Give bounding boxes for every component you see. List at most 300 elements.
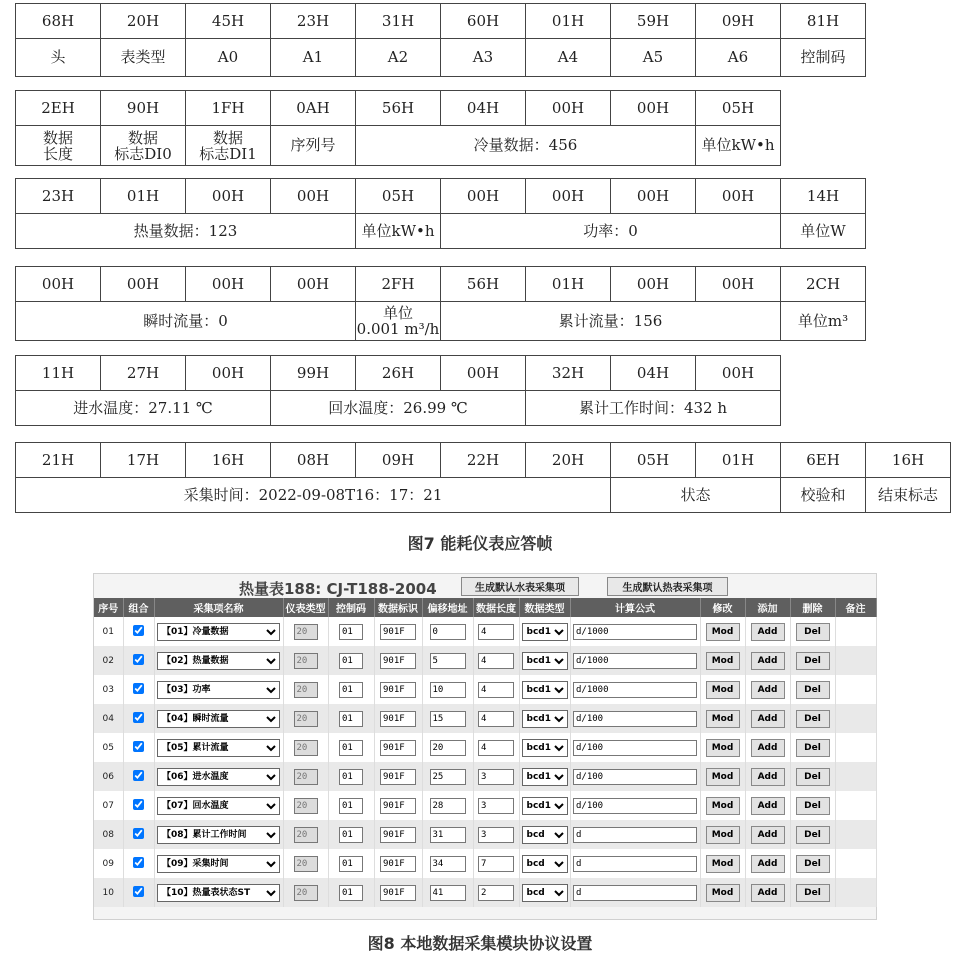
combine-checkbox[interactable] (133, 886, 144, 897)
column-header: 计算公式 (570, 598, 700, 617)
table-cell (422, 791, 473, 820)
delete-button[interactable]: Del (796, 855, 830, 873)
meter-protocol-title: 热量表188: CJ-T188-2004 (239, 580, 437, 598)
hex-byte-cell: 11H (16, 356, 101, 391)
hex-byte-cell: 23H (271, 4, 356, 39)
column-header: 序号 (94, 598, 123, 617)
field-label-row (16, 302, 866, 341)
frame-table-4 (15, 266, 866, 341)
control-code-input[interactable] (339, 682, 363, 698)
hex-byte-cell: 16H (186, 443, 271, 478)
hex-byte-cell: 08H (271, 443, 356, 478)
hex-byte-cell: 14H (781, 179, 866, 214)
field-label-row (16, 126, 781, 166)
formula-input[interactable] (573, 740, 697, 756)
item-name-select[interactable] (157, 652, 280, 670)
field-label-cell: A0 (186, 39, 271, 77)
row-number: 07 (102, 800, 114, 811)
combine-checkbox[interactable] (133, 625, 144, 636)
field-label-cell: A3 (441, 39, 526, 77)
field-label-cell: 累计工作时间：432 h (526, 391, 781, 426)
delete-button[interactable]: Del (796, 768, 830, 786)
modify-button[interactable]: Mod (706, 768, 740, 786)
field-label-cell: 累计流量：156 (441, 302, 781, 341)
table-cell (123, 762, 154, 791)
length-input[interactable] (478, 740, 514, 756)
combine-checkbox[interactable] (133, 828, 144, 839)
field-label-cell: 表类型 (101, 39, 186, 77)
hex-byte-cell: 00H (696, 356, 781, 391)
length-input[interactable] (478, 827, 514, 843)
table-cell (519, 704, 570, 733)
figure-7-caption: 图7 能耗仪表应答帧 (407, 534, 553, 553)
column-header: 删除 (790, 598, 835, 617)
hex-byte-cell: 16H (866, 443, 951, 478)
add-button[interactable]: Add (751, 797, 785, 815)
formula-input[interactable] (573, 827, 697, 843)
hex-byte-cell: 05H (611, 443, 696, 478)
table-cell (94, 878, 123, 907)
formula-input[interactable] (573, 798, 697, 814)
column-header: 组合 (123, 598, 154, 617)
table-cell (790, 791, 835, 820)
data-id-input[interactable] (380, 798, 416, 814)
formula-input[interactable] (573, 711, 697, 727)
table-cell (570, 849, 700, 878)
field-label-cell: A5 (611, 39, 696, 77)
offset-input[interactable] (430, 653, 466, 669)
table-cell (123, 646, 154, 675)
modify-button[interactable]: Mod (706, 884, 740, 902)
table-cell (570, 878, 700, 907)
hex-byte-cell: 00H (271, 267, 356, 302)
table-cell (700, 704, 745, 733)
length-input[interactable] (478, 856, 514, 872)
modify-button[interactable]: Mod (706, 652, 740, 670)
table-cell (154, 617, 283, 646)
combine-checkbox[interactable] (133, 799, 144, 810)
table-cell (123, 849, 154, 878)
add-button[interactable]: Add (751, 855, 785, 873)
table-cell (328, 675, 374, 704)
modify-button[interactable]: Mod (706, 826, 740, 844)
hex-byte-cell: 45H (186, 4, 271, 39)
table-cell (570, 704, 700, 733)
column-header: 采集项名称 (154, 598, 283, 617)
row-number: 02 (102, 655, 114, 666)
data-type-select[interactable] (522, 652, 568, 670)
table-cell (422, 675, 473, 704)
offset-input[interactable] (430, 624, 466, 640)
meter-type-input (294, 856, 318, 872)
control-code-input[interactable] (339, 798, 363, 814)
combine-checkbox[interactable] (133, 712, 144, 723)
hex-byte-cell: 04H (441, 91, 526, 126)
table-cell (154, 849, 283, 878)
table-cell (422, 849, 473, 878)
length-input[interactable] (478, 885, 514, 901)
table-cell (700, 733, 745, 762)
data-id-input[interactable] (380, 740, 416, 756)
table-cell (835, 733, 876, 762)
row-number: 01 (102, 626, 114, 637)
table-cell (94, 733, 123, 762)
field-label-cell: 瞬时流量：0 (16, 302, 356, 341)
control-code-input[interactable] (339, 740, 363, 756)
item-name-select[interactable] (157, 884, 280, 902)
generate-water-items-button[interactable]: 生成默认水表采集项 (461, 577, 579, 596)
table-cell (473, 791, 519, 820)
table-cell (745, 704, 790, 733)
length-input[interactable] (478, 682, 514, 698)
hex-byte-cell: 20H (101, 4, 186, 39)
table-cell (283, 675, 328, 704)
offset-input[interactable] (430, 769, 466, 785)
table-cell (94, 704, 123, 733)
table-cell (570, 675, 700, 704)
length-input[interactable] (478, 653, 514, 669)
table-cell (283, 617, 328, 646)
offset-input[interactable] (430, 798, 466, 814)
item-name-select[interactable] (157, 826, 280, 844)
table-cell (835, 646, 876, 675)
table-row (94, 791, 876, 820)
field-label-cell: 单位m³ (781, 302, 866, 341)
offset-input[interactable] (430, 885, 466, 901)
table-row (94, 617, 876, 646)
table-cell (790, 704, 835, 733)
table-cell (154, 733, 283, 762)
table-cell (422, 704, 473, 733)
item-name-select[interactable] (157, 739, 280, 757)
hex-byte-cell: 00H (271, 179, 356, 214)
frame-table-2 (15, 90, 781, 166)
table-cell (283, 878, 328, 907)
hex-byte-cell: 56H (441, 267, 526, 302)
hex-byte-row (16, 267, 866, 302)
meter-type-input (294, 885, 318, 901)
table-row (94, 646, 876, 675)
table-cell (700, 617, 745, 646)
delete-button[interactable]: Del (796, 826, 830, 844)
table-cell (283, 820, 328, 849)
table-cell (790, 675, 835, 704)
table-cell (123, 878, 154, 907)
table-cell (283, 704, 328, 733)
frame-table-3 (15, 178, 866, 249)
formula-input[interactable] (573, 624, 697, 640)
table-cell (570, 791, 700, 820)
table-cell (570, 733, 700, 762)
meter-type-input (294, 711, 318, 727)
table-cell (94, 849, 123, 878)
data-id-input[interactable] (380, 885, 416, 901)
delete-button[interactable]: Del (796, 681, 830, 699)
hex-byte-cell: 6EH (781, 443, 866, 478)
modify-button[interactable]: Mod (706, 797, 740, 815)
length-input[interactable] (478, 769, 514, 785)
data-type-select[interactable] (522, 739, 568, 757)
offset-input[interactable] (430, 740, 466, 756)
column-header: 偏移地址 (422, 598, 473, 617)
offset-input[interactable] (430, 682, 466, 698)
table-cell (745, 762, 790, 791)
table-cell (374, 878, 422, 907)
modify-button[interactable]: Mod (706, 681, 740, 699)
table-cell (473, 878, 519, 907)
table-cell (374, 762, 422, 791)
table-cell (94, 820, 123, 849)
hex-byte-cell: 00H (441, 179, 526, 214)
table-cell (473, 704, 519, 733)
length-input[interactable] (478, 798, 514, 814)
row-number: 05 (102, 742, 114, 753)
table-cell (700, 878, 745, 907)
field-label-cell: 结束标志 (866, 478, 951, 513)
table-cell (328, 849, 374, 878)
hex-byte-cell: 81H (781, 4, 866, 39)
combine-checkbox[interactable] (133, 683, 144, 694)
hex-byte-cell: 60H (441, 4, 526, 39)
hex-byte-cell: 2EH (16, 91, 101, 126)
row-number: 08 (102, 829, 114, 840)
item-name-select[interactable] (157, 623, 280, 641)
hex-byte-cell: 31H (356, 4, 441, 39)
table-cell (328, 762, 374, 791)
row-number: 04 (102, 713, 114, 724)
data-id-input[interactable] (380, 769, 416, 785)
table-cell (123, 791, 154, 820)
delete-button[interactable]: Del (796, 623, 830, 641)
data-type-select[interactable] (522, 710, 568, 728)
table-cell (835, 617, 876, 646)
table-cell (94, 617, 123, 646)
hex-byte-row (16, 91, 781, 126)
add-button[interactable]: Add (751, 826, 785, 844)
hex-byte-cell: 00H (611, 267, 696, 302)
table-cell (94, 791, 123, 820)
delete-button[interactable]: Del (796, 710, 830, 728)
column-header: 数据标识 (374, 598, 422, 617)
hex-byte-cell: 00H (186, 267, 271, 302)
hex-byte-cell: 00H (696, 267, 781, 302)
table-cell (519, 646, 570, 675)
item-name-select[interactable] (157, 710, 280, 728)
table-cell (745, 675, 790, 704)
table-cell (328, 617, 374, 646)
table-cell (700, 762, 745, 791)
field-label-cell: 序列号 (271, 126, 356, 166)
table-cell (422, 617, 473, 646)
table-cell (835, 791, 876, 820)
table-cell (473, 762, 519, 791)
field-label-cell: A4 (526, 39, 611, 77)
table-cell (790, 762, 835, 791)
collection-items-table (94, 598, 877, 907)
data-type-select[interactable] (522, 623, 568, 641)
add-button[interactable]: Add (751, 652, 785, 670)
hex-byte-cell: 56H (356, 91, 441, 126)
field-label-cell: 进水温度：27.11 ℃ (16, 391, 271, 426)
table-cell (328, 878, 374, 907)
table-cell (328, 646, 374, 675)
table-cell (374, 733, 422, 762)
hex-byte-cell: 2FH (356, 267, 441, 302)
table-cell (94, 675, 123, 704)
table-cell (519, 878, 570, 907)
table-cell (570, 762, 700, 791)
data-id-input[interactable] (380, 711, 416, 727)
table-cell (94, 762, 123, 791)
control-code-input[interactable] (339, 624, 363, 640)
formula-input[interactable] (573, 682, 697, 698)
hex-byte-cell: 59H (611, 4, 696, 39)
control-code-input[interactable] (339, 711, 363, 727)
column-header: 添加 (745, 598, 790, 617)
table-cell (422, 878, 473, 907)
table-cell (154, 704, 283, 733)
table-cell (123, 675, 154, 704)
data-type-select[interactable] (522, 768, 568, 786)
formula-input[interactable] (573, 653, 697, 669)
table-row (94, 675, 876, 704)
combine-checkbox[interactable] (133, 857, 144, 868)
add-button[interactable]: Add (751, 681, 785, 699)
length-input[interactable] (478, 624, 514, 640)
data-id-input[interactable] (380, 682, 416, 698)
offset-input[interactable] (430, 711, 466, 727)
item-name-select[interactable] (157, 681, 280, 699)
modify-button[interactable]: Mod (706, 855, 740, 873)
modify-button[interactable]: Mod (706, 623, 740, 641)
table-cell (283, 733, 328, 762)
table-cell (473, 646, 519, 675)
data-type-select[interactable] (522, 797, 568, 815)
control-code-input[interactable] (339, 827, 363, 843)
field-label-cell: 数据 标志DI0 (101, 126, 186, 166)
control-code-input[interactable] (339, 769, 363, 785)
table-cell (94, 646, 123, 675)
table-cell (835, 820, 876, 849)
data-id-input[interactable] (380, 624, 416, 640)
formula-input[interactable] (573, 856, 697, 872)
control-code-input[interactable] (339, 653, 363, 669)
field-label-cell: 功率：0 (441, 214, 781, 249)
add-button[interactable]: Add (751, 884, 785, 902)
add-button[interactable]: Add (751, 710, 785, 728)
table-cell (123, 704, 154, 733)
combine-checkbox[interactable] (133, 741, 144, 752)
hex-byte-cell: 00H (696, 179, 781, 214)
column-header: 仪表类型 (283, 598, 328, 617)
table-cell (154, 820, 283, 849)
column-header: 修改 (700, 598, 745, 617)
delete-button[interactable]: Del (796, 884, 830, 902)
hex-byte-cell: 32H (526, 356, 611, 391)
modify-button[interactable]: Mod (706, 710, 740, 728)
hex-byte-cell: 99H (271, 356, 356, 391)
hex-byte-row (16, 356, 781, 391)
item-name-select[interactable] (157, 797, 280, 815)
combine-checkbox[interactable] (133, 654, 144, 665)
field-label-cell: 数据 标志DI1 (186, 126, 271, 166)
item-name-select[interactable] (157, 855, 280, 873)
field-label-row (16, 391, 781, 426)
offset-input[interactable] (430, 827, 466, 843)
length-input[interactable] (478, 711, 514, 727)
data-type-select[interactable] (522, 826, 568, 844)
offset-input[interactable] (430, 856, 466, 872)
add-button[interactable]: Add (751, 739, 785, 757)
meter-type-input (294, 798, 318, 814)
table-cell (328, 704, 374, 733)
table-cell (745, 617, 790, 646)
hex-byte-cell: 09H (356, 443, 441, 478)
data-type-select[interactable] (522, 855, 568, 873)
table-cell (835, 704, 876, 733)
delete-button[interactable]: Del (796, 797, 830, 815)
modify-button[interactable]: Mod (706, 739, 740, 757)
table-cell (374, 675, 422, 704)
formula-input[interactable] (573, 769, 697, 785)
table-cell (790, 878, 835, 907)
hex-byte-cell: 05H (696, 91, 781, 126)
data-type-select[interactable] (522, 884, 568, 902)
hex-byte-cell: 01H (101, 179, 186, 214)
table-cell (570, 820, 700, 849)
combine-checkbox[interactable] (133, 770, 144, 781)
table-cell (422, 762, 473, 791)
delete-button[interactable]: Del (796, 739, 830, 757)
hex-byte-cell: 22H (441, 443, 526, 478)
data-id-input[interactable] (380, 653, 416, 669)
field-label-cell: 单位 0.001 m³/h (356, 302, 441, 341)
meter-type-input (294, 827, 318, 843)
delete-button[interactable]: Del (796, 652, 830, 670)
field-label-cell: 数据 长度 (16, 126, 101, 166)
add-button[interactable]: Add (751, 623, 785, 641)
table-cell (374, 704, 422, 733)
meter-type-input (294, 769, 318, 785)
hex-byte-cell: 00H (186, 356, 271, 391)
table-cell (422, 733, 473, 762)
control-code-input[interactable] (339, 856, 363, 872)
add-button[interactable]: Add (751, 768, 785, 786)
data-id-input[interactable] (380, 827, 416, 843)
table-cell (422, 646, 473, 675)
hex-byte-cell: 00H (611, 179, 696, 214)
formula-input[interactable] (573, 885, 697, 901)
table-cell (790, 849, 835, 878)
hex-byte-cell: 0AH (271, 91, 356, 126)
control-code-input[interactable] (339, 885, 363, 901)
item-name-select[interactable] (157, 768, 280, 786)
hex-byte-cell: 1FH (186, 91, 271, 126)
field-label-row (16, 478, 951, 513)
hex-byte-cell: 00H (611, 91, 696, 126)
hex-byte-cell: 01H (696, 443, 781, 478)
table-cell (745, 791, 790, 820)
generate-heat-items-button[interactable]: 生成默认热表采集项 (607, 577, 728, 596)
table-cell (519, 617, 570, 646)
field-label-cell: 采集时间：2022-09-08T16：17：21 (16, 478, 611, 513)
data-id-input[interactable] (380, 856, 416, 872)
table-cell (745, 849, 790, 878)
hex-byte-cell: 20H (526, 443, 611, 478)
table-cell (473, 617, 519, 646)
table-cell (700, 791, 745, 820)
data-type-select[interactable] (522, 681, 568, 699)
